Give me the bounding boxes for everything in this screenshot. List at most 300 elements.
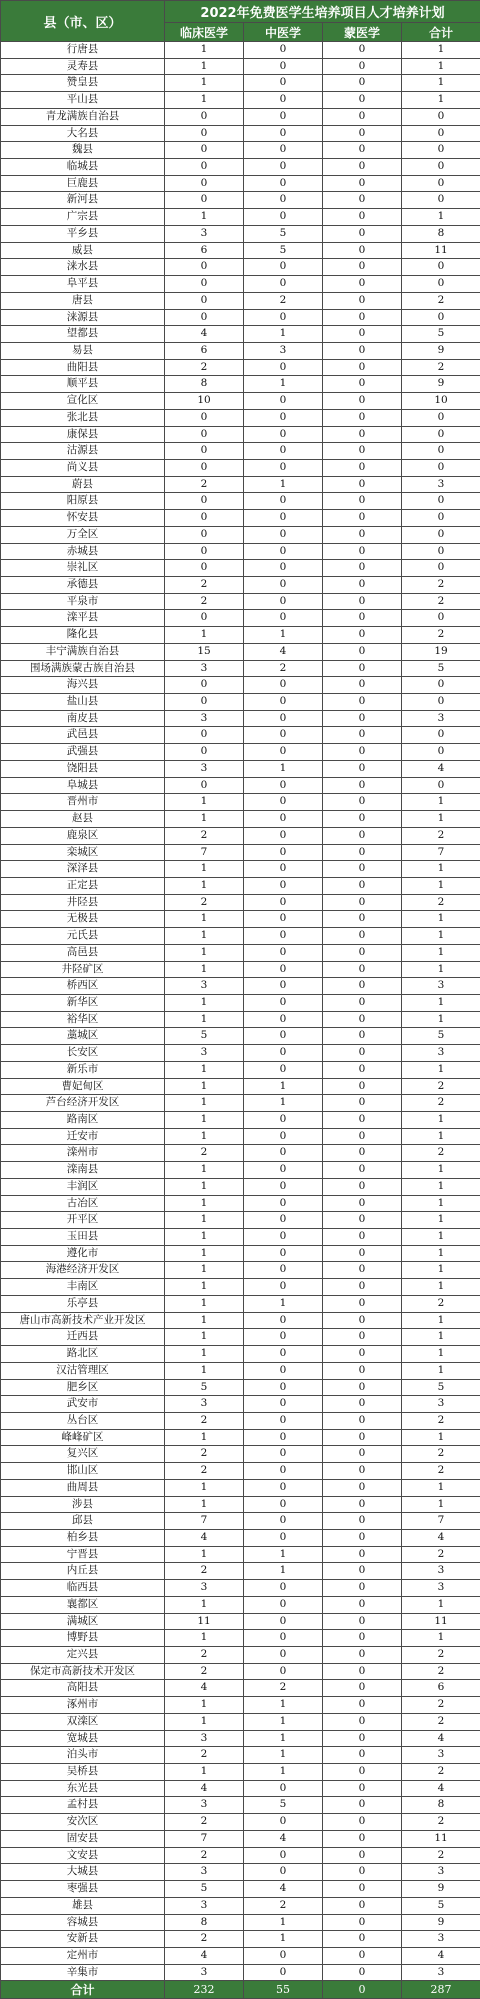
clinical-count: 5 bbox=[165, 1379, 244, 1396]
county-name: 元氏县 bbox=[1, 928, 165, 945]
row-total: 1 bbox=[402, 877, 480, 894]
row-total: 1 bbox=[402, 1312, 480, 1329]
mongolian-count: 0 bbox=[323, 777, 402, 794]
chinese-count: 0 bbox=[244, 1229, 323, 1246]
row-total: 9 bbox=[402, 342, 480, 359]
clinical-count: 1 bbox=[165, 1245, 244, 1262]
row-total: 1 bbox=[402, 1362, 480, 1379]
chinese-count: 0 bbox=[244, 1262, 323, 1279]
chinese-count: 1 bbox=[244, 1546, 323, 1563]
county-name: 阜城县 bbox=[1, 777, 165, 794]
county-name: 新华区 bbox=[1, 994, 165, 1011]
row-total: 9 bbox=[402, 1914, 480, 1931]
table-row bbox=[1, 342, 480, 359]
table-row bbox=[1, 760, 480, 777]
mongolian-count: 0 bbox=[323, 961, 402, 978]
mongolian-count: 0 bbox=[323, 1095, 402, 1112]
row-total: 2 bbox=[402, 1078, 480, 1095]
row-total: 7 bbox=[402, 1513, 480, 1530]
mongolian-count: 0 bbox=[323, 811, 402, 828]
mongolian-count: 0 bbox=[323, 493, 402, 510]
row-total: 3 bbox=[402, 476, 480, 493]
chinese-count: 2 bbox=[244, 660, 323, 677]
clinical-count: 0 bbox=[165, 192, 244, 209]
clinical-count: 1 bbox=[165, 1128, 244, 1145]
table-row bbox=[1, 409, 480, 426]
mongolian-count: 0 bbox=[323, 359, 402, 376]
table-row bbox=[1, 1697, 480, 1714]
table-row bbox=[1, 660, 480, 677]
row-total: 0 bbox=[402, 443, 480, 460]
table-row bbox=[1, 1112, 480, 1129]
table-row bbox=[1, 92, 480, 109]
row-total: 1 bbox=[402, 1162, 480, 1179]
chinese-count: 1 bbox=[244, 326, 323, 343]
chinese-count: 5 bbox=[244, 1797, 323, 1814]
clinical-count: 3 bbox=[165, 1897, 244, 1914]
row-total: 4 bbox=[402, 1780, 480, 1797]
row-total: 2 bbox=[402, 894, 480, 911]
county-name: 行唐县 bbox=[1, 42, 165, 59]
row-total: 1 bbox=[402, 1178, 480, 1195]
mongolian-count: 0 bbox=[323, 426, 402, 443]
chinese-count: 0 bbox=[244, 1245, 323, 1262]
county-name: 涞源县 bbox=[1, 309, 165, 326]
chinese-count: 0 bbox=[244, 108, 323, 125]
row-total: 1 bbox=[402, 928, 480, 945]
row-total: 4 bbox=[402, 1730, 480, 1747]
chinese-count: 0 bbox=[244, 710, 323, 727]
row-total: 1 bbox=[402, 42, 480, 59]
table-row bbox=[1, 777, 480, 794]
chinese-count: 0 bbox=[244, 1479, 323, 1496]
row-total: 1 bbox=[402, 961, 480, 978]
county-name: 赤城县 bbox=[1, 543, 165, 560]
table-row bbox=[1, 1479, 480, 1496]
mongolian-count: 0 bbox=[323, 994, 402, 1011]
clinical-count: 2 bbox=[165, 1647, 244, 1664]
table-row bbox=[1, 108, 480, 125]
clinical-count: 4 bbox=[165, 1947, 244, 1964]
row-total: 1 bbox=[402, 1429, 480, 1446]
county-name: 无极县 bbox=[1, 911, 165, 928]
chinese-count: 0 bbox=[244, 1011, 323, 1028]
table-row bbox=[1, 1061, 480, 1078]
county-name: 裕华区 bbox=[1, 1011, 165, 1028]
clinical-count: 1 bbox=[165, 811, 244, 828]
chinese-count: 0 bbox=[244, 359, 323, 376]
county-name: 古冶区 bbox=[1, 1195, 165, 1212]
row-total: 0 bbox=[402, 543, 480, 560]
county-name: 临西县 bbox=[1, 1580, 165, 1597]
clinical-count: 6 bbox=[165, 342, 244, 359]
county-name: 尚义县 bbox=[1, 459, 165, 476]
county-name: 巨鹿县 bbox=[1, 175, 165, 192]
table-row bbox=[1, 526, 480, 543]
county-name: 隆化县 bbox=[1, 627, 165, 644]
table-row bbox=[1, 1947, 480, 1964]
chinese-count: 0 bbox=[244, 794, 323, 811]
chinese-count: 0 bbox=[244, 1814, 323, 1831]
table-row bbox=[1, 242, 480, 259]
chinese-count: 0 bbox=[244, 827, 323, 844]
row-total: 2 bbox=[402, 1847, 480, 1864]
table-row bbox=[1, 1513, 480, 1530]
clinical-count: 0 bbox=[165, 560, 244, 577]
table-row bbox=[1, 861, 480, 878]
row-total: 1 bbox=[402, 1061, 480, 1078]
table-row bbox=[1, 610, 480, 627]
clinical-count: 0 bbox=[165, 777, 244, 794]
mongolian-count: 0 bbox=[323, 744, 402, 761]
clinical-count: 0 bbox=[165, 142, 244, 159]
chinese-count: 1 bbox=[244, 476, 323, 493]
clinical-count: 1 bbox=[165, 994, 244, 1011]
clinical-count: 1 bbox=[165, 92, 244, 109]
row-total: 3 bbox=[402, 978, 480, 995]
table-row bbox=[1, 1780, 480, 1797]
chinese-count: 0 bbox=[244, 526, 323, 543]
row-total: 1 bbox=[402, 861, 480, 878]
chinese-count: 1 bbox=[244, 1697, 323, 1714]
row-total: 2 bbox=[402, 1295, 480, 1312]
chinese-count: 1 bbox=[244, 1931, 323, 1948]
chinese-count: 0 bbox=[244, 58, 323, 75]
clinical-count: 3 bbox=[165, 1964, 244, 1981]
table-row bbox=[1, 393, 480, 410]
row-total: 1 bbox=[402, 944, 480, 961]
row-total: 1 bbox=[402, 1011, 480, 1028]
table-row bbox=[1, 677, 480, 694]
mongolian-count: 0 bbox=[323, 175, 402, 192]
county-name: 定州市 bbox=[1, 1947, 165, 1964]
county-name: 肥乡区 bbox=[1, 1379, 165, 1396]
county-name: 迁西县 bbox=[1, 1329, 165, 1346]
table-row bbox=[1, 1596, 480, 1613]
mongolian-count: 0 bbox=[323, 1546, 402, 1563]
table-row bbox=[1, 292, 480, 309]
county-name: 长安区 bbox=[1, 1045, 165, 1062]
chinese-count: 0 bbox=[244, 1329, 323, 1346]
mongolian-count: 0 bbox=[323, 577, 402, 594]
county-name: 柏乡县 bbox=[1, 1529, 165, 1546]
county-name: 吴桥县 bbox=[1, 1764, 165, 1781]
table-row bbox=[1, 326, 480, 343]
chinese-count: 0 bbox=[244, 944, 323, 961]
table-row bbox=[1, 426, 480, 443]
mongolian-count: 0 bbox=[323, 108, 402, 125]
clinical-count: 1 bbox=[165, 1764, 244, 1781]
grand-total-mongolian: 0 bbox=[323, 1981, 402, 1999]
table-row bbox=[1, 1713, 480, 1730]
mongolian-count: 0 bbox=[323, 1112, 402, 1129]
chinese-count: 0 bbox=[244, 994, 323, 1011]
mongolian-count: 0 bbox=[323, 1713, 402, 1730]
clinical-count: 2 bbox=[165, 1412, 244, 1429]
clinical-count: 1 bbox=[165, 961, 244, 978]
county-name: 大名县 bbox=[1, 125, 165, 142]
clinical-count: 1 bbox=[165, 209, 244, 226]
county-name: 邱县 bbox=[1, 1513, 165, 1530]
chinese-count: 0 bbox=[244, 811, 323, 828]
table-row bbox=[1, 443, 480, 460]
mongolian-count: 0 bbox=[323, 944, 402, 961]
chinese-count: 0 bbox=[244, 309, 323, 326]
row-total: 2 bbox=[402, 1814, 480, 1831]
chinese-count: 0 bbox=[244, 1028, 323, 1045]
mongolian-count: 0 bbox=[323, 1764, 402, 1781]
row-total: 0 bbox=[402, 142, 480, 159]
chinese-count: 1 bbox=[244, 1095, 323, 1112]
county-name: 博野县 bbox=[1, 1630, 165, 1647]
row-total: 1 bbox=[402, 1195, 480, 1212]
table-row bbox=[1, 1814, 480, 1831]
county-name: 武强县 bbox=[1, 744, 165, 761]
row-total: 1 bbox=[402, 1229, 480, 1246]
county-name: 鹿泉区 bbox=[1, 827, 165, 844]
mongolian-count: 0 bbox=[323, 844, 402, 861]
mongolian-count: 0 bbox=[323, 1412, 402, 1429]
table-row bbox=[1, 1329, 480, 1346]
clinical-count: 0 bbox=[165, 108, 244, 125]
mongolian-count: 0 bbox=[323, 643, 402, 660]
mongolian-count: 0 bbox=[323, 1596, 402, 1613]
clinical-count: 0 bbox=[165, 526, 244, 543]
county-name: 正定县 bbox=[1, 877, 165, 894]
table-row bbox=[1, 1881, 480, 1898]
row-total: 2 bbox=[402, 827, 480, 844]
chinese-count: 0 bbox=[244, 42, 323, 59]
county-name: 滦平县 bbox=[1, 610, 165, 627]
row-total: 1 bbox=[402, 1329, 480, 1346]
chinese-count: 0 bbox=[244, 493, 323, 510]
clinical-count: 1 bbox=[165, 861, 244, 878]
clinical-count: 7 bbox=[165, 1513, 244, 1530]
mongolian-count: 0 bbox=[323, 1697, 402, 1714]
chinese-count: 0 bbox=[244, 1195, 323, 1212]
row-total: 5 bbox=[402, 1379, 480, 1396]
chinese-count: 1 bbox=[244, 627, 323, 644]
clinical-count: 2 bbox=[165, 1931, 244, 1948]
table-row bbox=[1, 1680, 480, 1697]
county-name: 玉田县 bbox=[1, 1229, 165, 1246]
chinese-count: 0 bbox=[244, 1446, 323, 1463]
table-row bbox=[1, 1279, 480, 1296]
mongolian-count: 0 bbox=[323, 1730, 402, 1747]
county-name: 固安县 bbox=[1, 1830, 165, 1847]
chinese-count: 1 bbox=[244, 1295, 323, 1312]
clinical-count: 15 bbox=[165, 643, 244, 660]
county-name: 沽源县 bbox=[1, 443, 165, 460]
county-name: 桥西区 bbox=[1, 978, 165, 995]
table-row bbox=[1, 827, 480, 844]
row-total: 3 bbox=[402, 1396, 480, 1413]
clinical-count: 3 bbox=[165, 1864, 244, 1881]
mongolian-count: 0 bbox=[323, 1814, 402, 1831]
mongolian-count: 0 bbox=[323, 760, 402, 777]
row-total: 11 bbox=[402, 1830, 480, 1847]
clinical-count: 1 bbox=[165, 1329, 244, 1346]
chinese-count: 0 bbox=[244, 861, 323, 878]
chinese-count: 0 bbox=[244, 1212, 323, 1229]
clinical-count: 2 bbox=[165, 1463, 244, 1480]
row-total: 9 bbox=[402, 376, 480, 393]
county-name: 内丘县 bbox=[1, 1563, 165, 1580]
county-name: 丰南区 bbox=[1, 1279, 165, 1296]
table-row bbox=[1, 1429, 480, 1446]
clinical-count: 0 bbox=[165, 677, 244, 694]
chinese-count: 0 bbox=[244, 75, 323, 92]
row-total: 3 bbox=[402, 1563, 480, 1580]
clinical-count: 0 bbox=[165, 276, 244, 293]
chinese-count: 2 bbox=[244, 1680, 323, 1697]
mongolian-count: 0 bbox=[323, 443, 402, 460]
clinical-count: 0 bbox=[165, 694, 244, 711]
chinese-count: 0 bbox=[244, 409, 323, 426]
row-total: 1 bbox=[402, 1346, 480, 1363]
table-row bbox=[1, 1496, 480, 1513]
row-total: 5 bbox=[402, 660, 480, 677]
county-name: 枣强县 bbox=[1, 1881, 165, 1898]
row-total: 0 bbox=[402, 409, 480, 426]
county-name: 曹妃甸区 bbox=[1, 1078, 165, 1095]
clinical-count: 0 bbox=[165, 443, 244, 460]
clinical-count: 0 bbox=[165, 125, 244, 142]
table-row bbox=[1, 459, 480, 476]
table-row bbox=[1, 493, 480, 510]
chinese-count: 1 bbox=[244, 1563, 323, 1580]
clinical-count: 1 bbox=[165, 1195, 244, 1212]
mongolian-count: 0 bbox=[323, 1028, 402, 1045]
county-name: 滦州市 bbox=[1, 1145, 165, 1162]
mongolian-count: 0 bbox=[323, 1647, 402, 1664]
county-name: 雄县 bbox=[1, 1897, 165, 1914]
table-row bbox=[1, 694, 480, 711]
clinical-count: 1 bbox=[165, 1262, 244, 1279]
chinese-count: 0 bbox=[244, 1128, 323, 1145]
row-total: 0 bbox=[402, 526, 480, 543]
mongolian-count: 0 bbox=[323, 1797, 402, 1814]
county-name: 唐县 bbox=[1, 292, 165, 309]
chinese-count: 0 bbox=[244, 175, 323, 192]
mongolian-count: 0 bbox=[323, 1914, 402, 1931]
chinese-count: 0 bbox=[244, 1613, 323, 1630]
row-total: 0 bbox=[402, 192, 480, 209]
mongolian-count: 0 bbox=[323, 1396, 402, 1413]
table-row bbox=[1, 1078, 480, 1095]
mongolian-count: 0 bbox=[323, 192, 402, 209]
row-total: 1 bbox=[402, 1479, 480, 1496]
chinese-count: 0 bbox=[244, 1429, 323, 1446]
county-name: 文安县 bbox=[1, 1847, 165, 1864]
table-row bbox=[1, 1463, 480, 1480]
mongolian-count: 0 bbox=[323, 1680, 402, 1697]
mongolian-count: 0 bbox=[323, 827, 402, 844]
chinese-count: 0 bbox=[244, 928, 323, 945]
row-total: 2 bbox=[402, 1647, 480, 1664]
table-row bbox=[1, 928, 480, 945]
row-total: 2 bbox=[402, 1446, 480, 1463]
row-total: 5 bbox=[402, 326, 480, 343]
clinical-count: 1 bbox=[165, 1229, 244, 1246]
county-name: 襄都区 bbox=[1, 1596, 165, 1613]
county-name: 阜平县 bbox=[1, 276, 165, 293]
grand-total-chinese: 55 bbox=[244, 1981, 323, 1999]
mongolian-medicine-header: 蒙医学 bbox=[323, 23, 402, 42]
table-row bbox=[1, 994, 480, 1011]
chinese-count: 0 bbox=[244, 1647, 323, 1664]
chinese-count: 0 bbox=[244, 911, 323, 928]
chinese-count: 0 bbox=[244, 1112, 323, 1129]
clinical-medicine-header: 临床医学 bbox=[165, 23, 244, 42]
chinese-count: 0 bbox=[244, 1529, 323, 1546]
grand-total-label: 合计 bbox=[1, 1981, 165, 1999]
table-row bbox=[1, 1045, 480, 1062]
chinese-count: 0 bbox=[244, 1396, 323, 1413]
row-total: 2 bbox=[402, 1663, 480, 1680]
county-name: 邯山区 bbox=[1, 1463, 165, 1480]
clinical-count: 0 bbox=[165, 175, 244, 192]
county-name: 南皮县 bbox=[1, 710, 165, 727]
county-name: 遵化市 bbox=[1, 1245, 165, 1262]
table-row bbox=[1, 476, 480, 493]
county-name: 万全区 bbox=[1, 526, 165, 543]
clinical-count: 0 bbox=[165, 543, 244, 560]
chinese-count: 0 bbox=[244, 1362, 323, 1379]
chinese-count: 0 bbox=[244, 259, 323, 276]
clinical-count: 1 bbox=[165, 627, 244, 644]
chinese-count: 1 bbox=[244, 1730, 323, 1747]
chinese-count: 0 bbox=[244, 1630, 323, 1647]
clinical-count: 1 bbox=[165, 928, 244, 945]
clinical-count: 1 bbox=[165, 1630, 244, 1647]
table-row bbox=[1, 1897, 480, 1914]
clinical-count: 1 bbox=[165, 1095, 244, 1112]
chinese-count: 0 bbox=[244, 1145, 323, 1162]
row-total: 0 bbox=[402, 276, 480, 293]
mongolian-count: 0 bbox=[323, 677, 402, 694]
table-row bbox=[1, 543, 480, 560]
chinese-count: 0 bbox=[244, 877, 323, 894]
county-name: 饶阳县 bbox=[1, 760, 165, 777]
table-row bbox=[1, 593, 480, 610]
county-name: 辛集市 bbox=[1, 1964, 165, 1981]
mongolian-count: 0 bbox=[323, 1145, 402, 1162]
county-name: 蔚县 bbox=[1, 476, 165, 493]
clinical-count: 2 bbox=[165, 577, 244, 594]
mongolian-count: 0 bbox=[323, 42, 402, 59]
table-row bbox=[1, 1931, 480, 1948]
county-name: 容城县 bbox=[1, 1914, 165, 1931]
mongolian-count: 0 bbox=[323, 877, 402, 894]
row-total: 3 bbox=[402, 1580, 480, 1597]
mongolian-count: 0 bbox=[323, 660, 402, 677]
table-row bbox=[1, 1245, 480, 1262]
mongolian-count: 0 bbox=[323, 928, 402, 945]
chinese-count: 4 bbox=[244, 1830, 323, 1847]
clinical-count: 3 bbox=[165, 760, 244, 777]
mongolian-count: 0 bbox=[323, 1262, 402, 1279]
mongolian-count: 0 bbox=[323, 1830, 402, 1847]
clinical-count: 0 bbox=[165, 259, 244, 276]
row-total: 5 bbox=[402, 1897, 480, 1914]
clinical-count: 1 bbox=[165, 1011, 244, 1028]
table-row bbox=[1, 1362, 480, 1379]
row-total: 3 bbox=[402, 1931, 480, 1948]
county-name: 涉县 bbox=[1, 1496, 165, 1513]
row-total: 2 bbox=[402, 1697, 480, 1714]
table-row bbox=[1, 1764, 480, 1781]
